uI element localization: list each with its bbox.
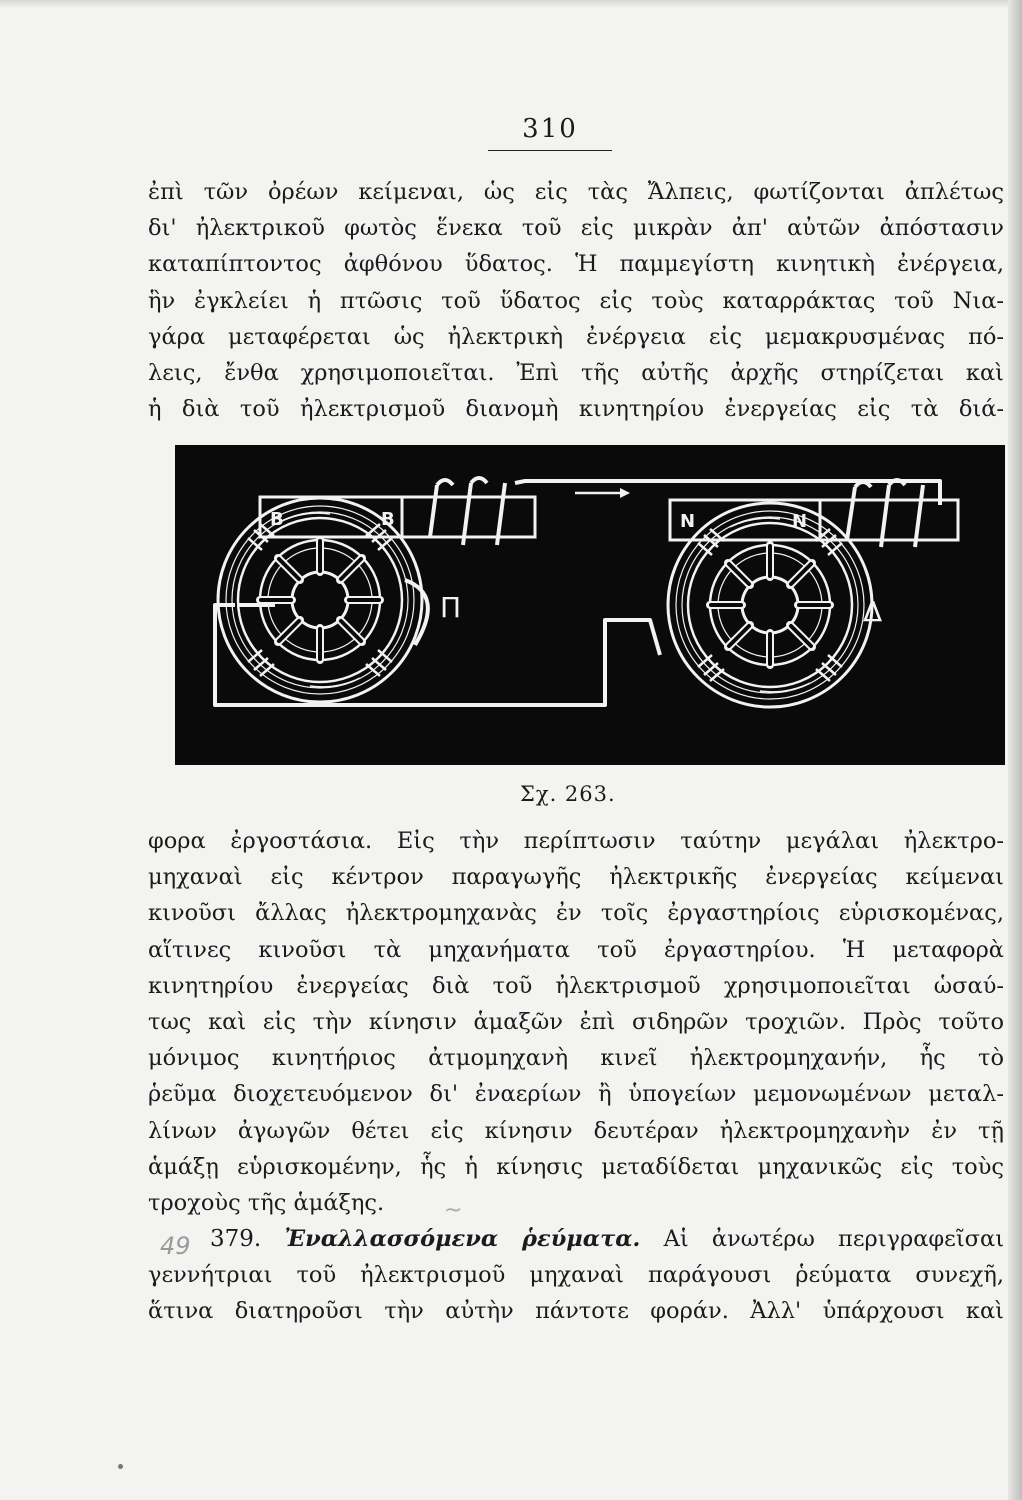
text-line: καταπίπτοντος ἀφθόνου ὕδατος. Ἡ παμμεγίστη κινητικὴ ἐνέργεια,	[148, 251, 1004, 278]
paragraph-top	[148, 174, 1004, 427]
page-right-edge	[1008, 0, 1022, 1500]
text-line: κινητηρίου ἐνεργείας διὰ τοῦ ἠλεκτρισμοῦ χρησιμοποιεῖται ὡσαύ-	[148, 972, 1004, 999]
paragraph-middle	[148, 823, 1004, 1330]
text-line: φορα ἐργοστάσια. Εἰς τὴν περίπτωσιν ταύτην μεγάλαι ἠλεκτρο-	[148, 828, 1004, 854]
text-line: γάρα μεταφέρεται ὡς ἠλεκτρικὴ ἐνέργεια εἰς μεμακρυσμένας πό-	[148, 323, 1004, 350]
generator-label: Π	[440, 591, 462, 624]
pole-label: N	[792, 511, 808, 532]
text-line: ἅτινα διατηροῦσι τὴν αὐτὴν πάντοτε φοράν. Ἀλλ' ὑπάρχουσι καὶ	[148, 1298, 1004, 1325]
text-line: ἣν ἐγκλείει ἡ πτῶσις τοῦ ὕδατος εἰς τοὺς καταρράκτας τοῦ Νια-	[148, 287, 1004, 314]
ink-speck	[118, 1464, 123, 1469]
section-title: Ἐναλλασσόμενα ῥεύματα.	[284, 1226, 641, 1253]
current-arrow	[575, 488, 630, 498]
text-line: κινοῦσι ἄλλας ἠλεκτρομηχανὰς ἐν τοῖς ἐργαστηρίοις εὑρισκομένας,	[148, 900, 1004, 927]
section-number: 379.	[210, 1226, 262, 1253]
motor-label: Δ	[863, 595, 883, 628]
text-line: αἵτινες κινοῦσι τὰ μηχανήματα τοῦ ἐργαστηρίου. Ἡ μεταφορὰ	[148, 936, 1004, 963]
pencil-scribble: ~	[444, 1198, 463, 1223]
text-line: δι' ἠλεκτρικοῦ φωτὸς ἕνεκα τοῦ εἰς μικρὰν ἀπ' αὐτῶν ἀπόστασιν	[148, 215, 1004, 242]
text-line: ἁμάξῃ εὑρισκομένην, ἧς ἡ κίνησις μεταδίδεται μηχανικῶς εἰς τοὺς	[148, 1153, 1004, 1180]
text-line: λίνων ἀγωγῶν θέτει εἰς κίνησιν δευτέραν ἠλεκτρομηχανὴν ἐν τῇ	[148, 1117, 1004, 1144]
pole-label: B	[270, 509, 284, 530]
text-line: μόνιμος κινητήριος ἀτμομηχανὴ κινεῖ ἠλεκτρομηχανήν, ἧς τὸ	[148, 1045, 1004, 1072]
dynamo-motor-figure	[175, 445, 1005, 765]
page-number: 310	[522, 114, 578, 144]
pencil-margin-note: 49	[160, 1232, 191, 1260]
text-line: ἡ διὰ τοῦ ἠλεκτρισμοῦ διανομὴ κινητηρίου ἐνεργείας εἰς τὰ διά-	[148, 396, 1004, 423]
section-first-line-rest: Αἱ ἀνωτέρω περιγραφεῖσαι	[663, 1226, 1004, 1253]
text-line: ἐπὶ τῶν ὀρέων κείμεναι, ὡς εἰς τὰς Ἄλπεις, φωτίζονται ἀπλέτως	[148, 179, 1004, 205]
motor-ring	[668, 503, 872, 707]
pole-label: N	[680, 511, 696, 532]
pole-label: B	[381, 509, 395, 530]
text-line: τως καὶ εἰς τὴν κίνησιν ἁμαξῶν ἐπὶ σιδηρῶν τροχιῶν. Πρὸς τοῦτο	[148, 1008, 1004, 1035]
text-line: λεις, ἔνθα χρησιμοποιεῖται. Ἐπὶ τῆς αὐτῆς ἀρχῆς στηρίζεται καὶ	[148, 359, 1004, 386]
figure-drawing	[175, 445, 1005, 765]
figure-caption: Σχ. 263.	[520, 782, 616, 806]
page-number-rule	[488, 150, 612, 151]
text-line: ῥεῦμα διοχετευόμενον δι' ἐναερίων ἢ ὑπογείων μεμονωμένων μεταλ-	[148, 1081, 1004, 1108]
section-heading-line	[148, 1221, 1004, 1257]
text-line: μηχαναὶ εἰς κέντρον παραγωγῆς ἠλεκτρικῆς ἐνεργείας κείμεναι	[148, 864, 1004, 891]
text-line: γεννήτριαι τοῦ ἠλεκτρισμοῦ μηχαναὶ παράγουσι ῥεύματα συνεχῆ,	[148, 1262, 1004, 1289]
page-top-edge	[0, 0, 1022, 8]
text-line: τροχοὺς τῆς ἁμάξης.	[148, 1189, 385, 1216]
